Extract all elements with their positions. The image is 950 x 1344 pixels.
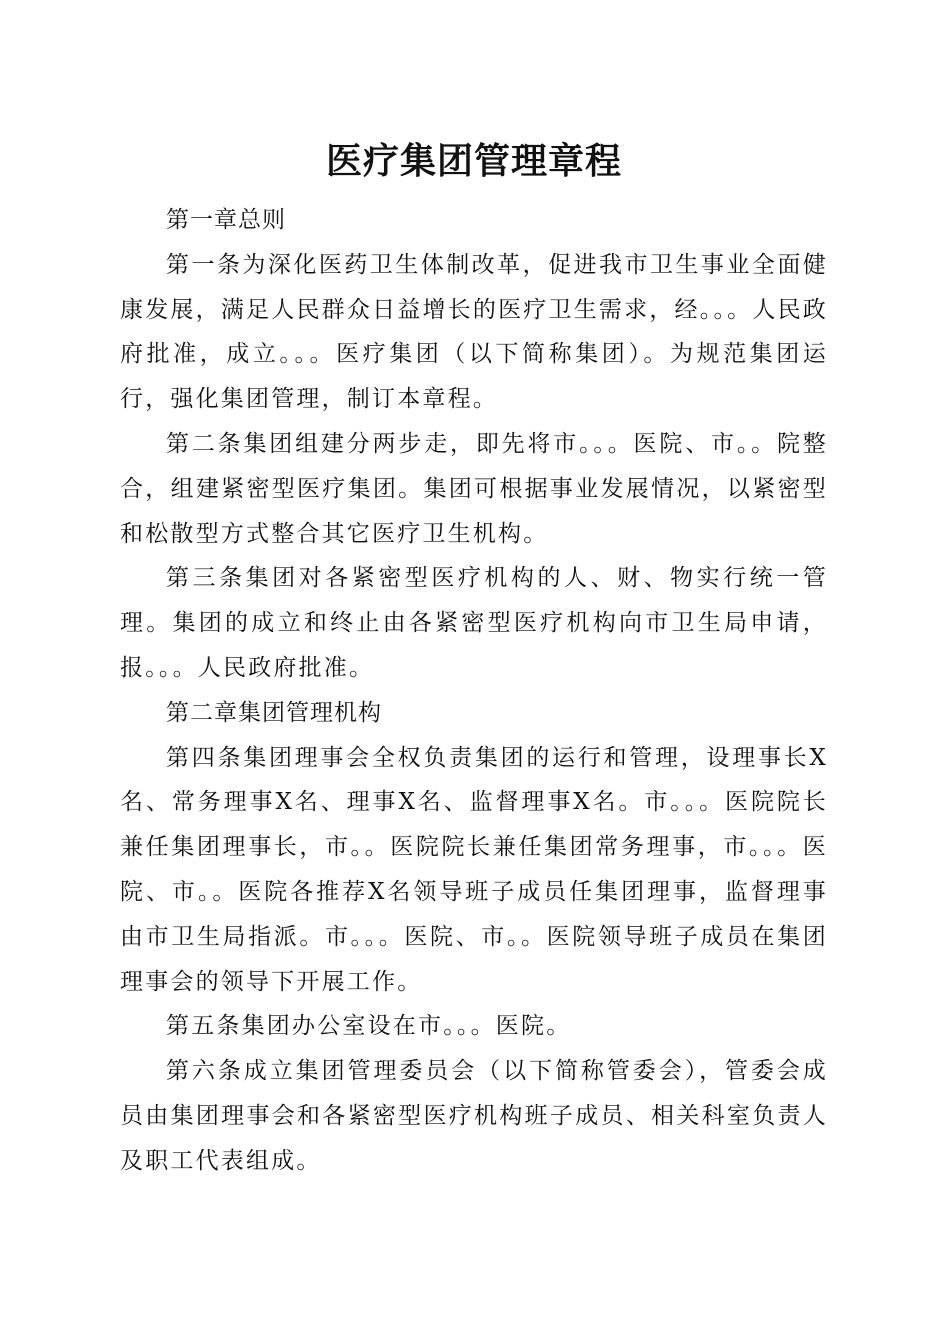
article-6-paragraph: 第六条成立集团管理委员会（以下简称管委会），管委会成员由集团理事会和各紧密型医疗机构班子成员、相关科室负责人及职工代表组成。 bbox=[120, 1058, 828, 1174]
chapter-2-heading: 第二章集团管理机构 bbox=[166, 699, 382, 726]
article-5-paragraph: 第五条集团办公室设在市。。。医院。 bbox=[166, 1013, 572, 1040]
chapter-1-heading: 第一章总则 bbox=[166, 207, 286, 233]
document-page bbox=[120, 138, 828, 1184]
article-2-paragraph: 第二条集团组建分两步走，即先将市。。。医院、市。。院整合，组建紧密型医疗集团。集团可根据事业发展情况，以紧密型和松散型方式整合其它医疗卫生机构。 bbox=[120, 430, 828, 547]
article-1-paragraph: 第一条为深化医药卫生体制改革，促进我市卫生事业全面健康发展，满足人民群众日益增长的医疗卫生需求，经。。。人民政府批准，成立。。。医疗集团（以下简称集团）。为规范集团运行，强化集团管理，制订本章程。 bbox=[120, 251, 828, 413]
document-title: 医疗集团管理章程 bbox=[325, 140, 622, 182]
article-4-paragraph: 第四条集团理事会全权负责集团的运行和管理，设理事长X名、常务理事X名、理事X名、监督理事X名。市。。。医院院长兼任集团理事长，市。。医院院长兼任集团常务理事，市。。。医院、市。。医院各推荐X名领导班子成员任集团理事，监督理事由市卫生局指派。市。。。医院、市。。医院领导班子成员在集团理事会的领导下开展工作。 bbox=[120, 744, 828, 995]
article-3-paragraph: 第三条集团对各紧密型医疗机构的人、财、物实行统一管理。集团的成立和终止由各紧密型医疗机构向市卫生局申请，报。。。人民政府批准。 bbox=[120, 565, 828, 681]
